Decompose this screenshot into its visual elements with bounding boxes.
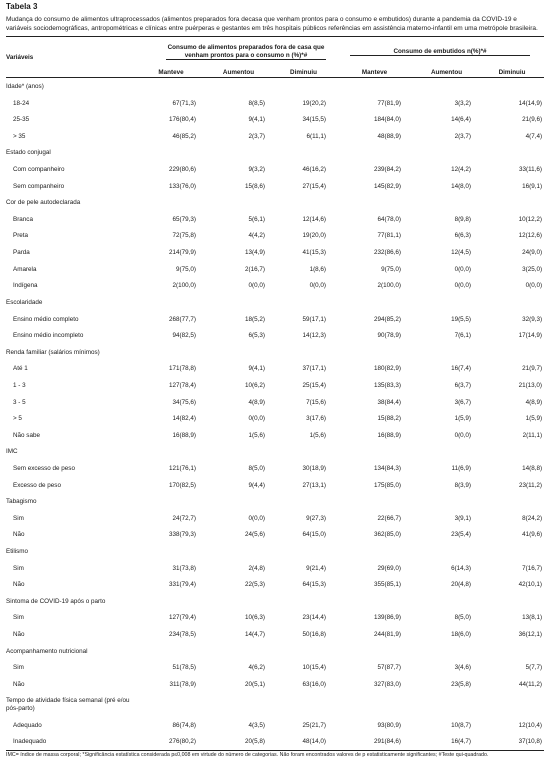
table-cell: 41(9,6) bbox=[522, 531, 543, 539]
table-cell: 9(3,2) bbox=[248, 166, 265, 174]
table-cell: 355(85,1) bbox=[374, 581, 402, 589]
table-cell: 90(78,9) bbox=[377, 332, 402, 340]
table-cell: 4(3,5) bbox=[248, 721, 265, 729]
table-cell: 14(4,7) bbox=[245, 631, 265, 639]
table-cell: 64(78,0) bbox=[377, 215, 402, 223]
header-variables: Variáveis bbox=[6, 53, 34, 61]
header-sub-col: Diminuiu bbox=[290, 68, 317, 76]
table-cell: 0(0,0) bbox=[454, 282, 472, 290]
table-cell: 338(79,3) bbox=[169, 531, 196, 539]
table-row bbox=[6, 527, 544, 544]
table-cell: 7(16,7) bbox=[522, 564, 543, 572]
variable-name: Etilismo bbox=[6, 548, 29, 556]
table-cell: 20(5,1) bbox=[245, 680, 265, 688]
table-cell: 48(14,0) bbox=[302, 738, 327, 746]
table-cell: 21(9,6) bbox=[522, 116, 543, 124]
table-row bbox=[6, 427, 544, 444]
table-cell: 1(5,9) bbox=[525, 415, 543, 423]
header-group-processed-meats-label: Consumo de embutidos n(%)*# bbox=[350, 48, 530, 57]
table-cell: 3(17,6) bbox=[306, 415, 327, 423]
table-cell: 1(5,6) bbox=[248, 431, 265, 439]
variable-group-row bbox=[6, 444, 544, 461]
table-cell: 8(24,2) bbox=[522, 514, 543, 522]
table-cell: 268(77,7) bbox=[169, 315, 196, 323]
table-row bbox=[6, 111, 544, 128]
data-table bbox=[6, 36, 544, 751]
table-cell: 23(14,4) bbox=[302, 614, 327, 622]
table-cell: 170(82,5) bbox=[169, 481, 196, 489]
table-cell: 362(85,0) bbox=[374, 531, 402, 539]
table-cell: 23(11,2) bbox=[519, 481, 543, 489]
table-cell: 6(6,3) bbox=[454, 232, 472, 240]
table-cell: 22(66,7) bbox=[377, 514, 402, 522]
row-label: Sim bbox=[13, 614, 24, 622]
table-cell: 46(85,2) bbox=[172, 132, 196, 140]
table-cell: 25(15,4) bbox=[302, 381, 327, 389]
row-label: Indígena bbox=[13, 282, 38, 290]
table-cell: 127(78,4) bbox=[169, 381, 196, 389]
table-cell: 13(8,1) bbox=[522, 614, 543, 622]
table-cell: 34(75,6) bbox=[172, 398, 196, 406]
table-cell: 24(72,7) bbox=[172, 514, 196, 522]
table-cell: 27(13,1) bbox=[302, 481, 327, 489]
table-cell: 29(69,0) bbox=[377, 564, 402, 572]
table-cell: 21(13,0) bbox=[518, 381, 543, 389]
table-footnote: IMC= índice de massa corporal; *Significância estatística considerada p≤0,008 em virtude do número de categorias. Não foram encontrados valores de p estatisticamente significantes; #Teste qui-quadrado. bbox=[6, 751, 489, 758]
table-row bbox=[6, 626, 544, 643]
row-label: Excesso de peso bbox=[13, 481, 61, 489]
variable-name: Acompanhamento nutricional bbox=[6, 647, 88, 655]
table-cell: 134(84,3) bbox=[374, 465, 402, 472]
variable-group-row bbox=[6, 543, 544, 560]
table-cell: 8(5,0) bbox=[248, 465, 265, 472]
table-cell: 14(6,4) bbox=[451, 116, 472, 124]
table-cell: 121(76,1) bbox=[169, 465, 196, 472]
variable-group-row bbox=[6, 344, 544, 361]
table-cell: 311(78,9) bbox=[169, 680, 196, 688]
table-cell: 16(9,1) bbox=[522, 182, 543, 190]
table-cell: 5(6,1) bbox=[248, 215, 265, 223]
table-cell: 77(81,9) bbox=[377, 99, 402, 107]
table-cell: 41(15,3) bbox=[302, 249, 327, 257]
row-label: > 35 bbox=[13, 132, 26, 140]
variable-name: Sintoma de COVID-19 após o parto bbox=[6, 597, 106, 605]
table-cell: 12(12,6) bbox=[518, 232, 543, 240]
table-cell: 21(9,7) bbox=[522, 365, 543, 373]
table-cell: 9(21,4) bbox=[306, 564, 327, 572]
table-row bbox=[6, 327, 544, 344]
table-cell: 184(84,0) bbox=[374, 116, 402, 124]
table-cell: 57(87,7) bbox=[377, 664, 402, 672]
table-cell: 24(9,0) bbox=[522, 249, 543, 257]
variable-group-row bbox=[6, 194, 544, 211]
header-sub-col: Aumentou bbox=[222, 68, 255, 76]
variable-group-row bbox=[6, 145, 544, 162]
table-row bbox=[6, 244, 544, 261]
table-cell: 20(4,8) bbox=[451, 581, 472, 589]
table-cell: 9(4,1) bbox=[248, 365, 265, 373]
table-cell: 175(85,0) bbox=[374, 481, 402, 489]
table-cell: 1(5,6) bbox=[309, 431, 327, 439]
variable-name: Escolaridade bbox=[6, 298, 43, 306]
table-cell: 44(11,2) bbox=[519, 680, 543, 688]
table-cell: 8(5,0) bbox=[454, 614, 472, 622]
table-cell: 127(79,4) bbox=[169, 614, 196, 622]
table-cell: 77(81,1) bbox=[377, 232, 402, 240]
table-caption: Mudança do consumo de alimentos ultraprocessados (alimentos preparados fora decasa que venham prontos para o consumo e embutidos) durante a pandemia da COVID-19 e variáveis sociodemográficas, antropométricas e clínicas entre puérperas e gestantes em três hospitais públicos referências em assistência materno-infantil em uma metrópole brasileira. bbox=[6, 16, 538, 32]
table-cell: 72(75,8) bbox=[172, 232, 196, 240]
table-cell: 9(27,3) bbox=[306, 514, 327, 522]
table-cell: 234(78,5) bbox=[169, 631, 196, 639]
table-row bbox=[6, 410, 544, 427]
table-cell: 12(4,5) bbox=[451, 249, 472, 257]
table-cell: 46(16,2) bbox=[302, 166, 327, 174]
table-row bbox=[6, 95, 544, 112]
row-label: 18-24 bbox=[13, 99, 30, 107]
table-cell: 36(12,1) bbox=[518, 631, 543, 639]
table-row bbox=[6, 733, 544, 750]
table-label: Tabela 3 bbox=[6, 2, 38, 11]
variable-group-row bbox=[6, 78, 544, 95]
table-cell: 13(4,9) bbox=[245, 249, 265, 257]
table-cell: 3(3,2) bbox=[454, 99, 472, 107]
table-cell: 15(8,6) bbox=[245, 182, 265, 190]
table-cell: 10(6,3) bbox=[245, 614, 265, 622]
table-row bbox=[6, 610, 544, 627]
table-cell: 276(80,2) bbox=[169, 738, 196, 746]
table-cell: 2(3,7) bbox=[454, 132, 472, 140]
table-row bbox=[6, 477, 544, 494]
table-cell: 180(82,9) bbox=[374, 365, 402, 373]
table-cell: 0(0,0) bbox=[454, 431, 472, 439]
table-cell: 1(5,9) bbox=[454, 415, 472, 423]
table-cell: 9(4,4) bbox=[248, 481, 265, 489]
table-cell: 31(73,8) bbox=[172, 564, 196, 572]
table-cell: 2(100,0) bbox=[172, 282, 196, 290]
variable-group-row bbox=[6, 693, 544, 717]
table-cell: 17(14,9) bbox=[518, 332, 543, 340]
row-label: Branca bbox=[13, 215, 33, 223]
table-cell: 59(17,1) bbox=[302, 315, 327, 323]
table-cell: 33(11,6) bbox=[519, 166, 543, 174]
table-cell: 9(4,1) bbox=[248, 116, 265, 124]
table-cell: 1(8,6) bbox=[309, 265, 327, 273]
header-sub-col: Aumentou bbox=[430, 68, 463, 76]
table-cell: 12(10,4) bbox=[518, 721, 543, 729]
table-cell: 145(82,9) bbox=[374, 182, 402, 190]
table-row bbox=[6, 278, 544, 295]
table-cell: 23(5,4) bbox=[451, 531, 472, 539]
table-cell: 14(8,0) bbox=[451, 182, 472, 190]
table-cell: 2(3,7) bbox=[248, 132, 265, 140]
table-cell: 32(9,3) bbox=[522, 315, 543, 323]
table-cell: 214(79,9) bbox=[169, 249, 196, 257]
row-label: Sim bbox=[13, 564, 24, 572]
variable-name: Idade* (anos) bbox=[6, 82, 44, 90]
header-group-processed-meats bbox=[336, 37, 544, 68]
row-label: Não bbox=[13, 680, 25, 688]
variable-group-row bbox=[6, 493, 544, 510]
table-cell: 0(0,0) bbox=[248, 514, 265, 522]
table-cell: 16(4,7) bbox=[451, 738, 472, 746]
table-cell: 38(84,4) bbox=[377, 398, 402, 406]
table-cell: 11(6,9) bbox=[451, 465, 472, 472]
table-cell: 6(3,7) bbox=[454, 381, 472, 389]
header-sub-col: Manteve bbox=[158, 68, 184, 76]
row-label: Ensino médio incompleto bbox=[13, 332, 84, 340]
table-cell: 22(5,3) bbox=[245, 581, 265, 589]
table-cell: 63(16,0) bbox=[302, 680, 327, 688]
table-row bbox=[6, 510, 544, 527]
variable-group-row bbox=[6, 294, 544, 311]
table-cell: 6(5,3) bbox=[248, 332, 265, 340]
table-cell: 16(88,9) bbox=[172, 431, 196, 439]
table-row bbox=[6, 361, 544, 378]
table-cell: 4(7,4) bbox=[525, 132, 543, 140]
header-row-groups bbox=[6, 37, 544, 68]
table-cell: 19(20,0) bbox=[302, 232, 327, 240]
table-cell: 0(0,0) bbox=[525, 282, 543, 290]
table-cell: 9(75,0) bbox=[176, 265, 196, 273]
table-cell: 135(83,3) bbox=[374, 381, 402, 389]
table-row bbox=[6, 178, 544, 195]
table-cell: 294(85,2) bbox=[374, 315, 402, 323]
variable-group-row bbox=[6, 643, 544, 660]
row-label: 3 - 5 bbox=[13, 398, 26, 406]
table-cell: 4(8,9) bbox=[248, 398, 265, 406]
table-cell: 176(80,4) bbox=[169, 116, 196, 124]
row-label: Sem excesso de peso bbox=[13, 465, 75, 472]
table-cell: 2(100,0) bbox=[377, 282, 402, 290]
variable-name: IMC bbox=[6, 448, 18, 456]
table-cell: 8(9,8) bbox=[454, 215, 472, 223]
table-cell: 0(0,0) bbox=[248, 415, 265, 423]
table-cell: 50(16,8) bbox=[302, 631, 327, 639]
table-cell: 37(17,1) bbox=[302, 365, 327, 373]
table-cell: 14(8,8) bbox=[522, 465, 543, 472]
table-cell: 67(71,3) bbox=[172, 99, 196, 107]
table-cell: 16(7,4) bbox=[451, 365, 472, 373]
row-label: Com companheiro bbox=[13, 166, 65, 174]
row-label: Amarela bbox=[13, 265, 37, 273]
table-cell: 229(80,6) bbox=[169, 166, 196, 174]
table-row bbox=[6, 261, 544, 278]
table-cell: 3(4,6) bbox=[454, 664, 472, 672]
table-cell: 86(74,8) bbox=[172, 721, 196, 729]
table-cell: 19(20,2) bbox=[302, 99, 327, 107]
table-cell: 10(12,2) bbox=[518, 215, 543, 223]
table-row bbox=[6, 394, 544, 411]
row-label: Adequado bbox=[13, 721, 42, 729]
table-body bbox=[6, 78, 544, 751]
row-label: Não bbox=[13, 631, 25, 639]
table-cell: 12(14,6) bbox=[302, 215, 327, 223]
table-cell: 3(6,7) bbox=[454, 398, 472, 406]
table-cell: 27(15,4) bbox=[302, 182, 327, 190]
row-label: Inadequado bbox=[13, 738, 47, 746]
table-cell: 48(88,9) bbox=[377, 132, 402, 140]
table-row bbox=[6, 560, 544, 577]
table-cell: 139(86,9) bbox=[374, 614, 402, 622]
table-cell: 10(8,7) bbox=[451, 721, 472, 729]
table-cell: 14(12,3) bbox=[302, 332, 327, 340]
table-cell: 23(5,8) bbox=[451, 680, 472, 688]
table-row bbox=[6, 228, 544, 245]
variable-name: Estado conjugal bbox=[6, 149, 51, 157]
variable-name: Tempo de atividade física semanal (pré e/ou pós-parto) bbox=[6, 696, 130, 712]
table-cell: 9(75,0) bbox=[381, 265, 402, 273]
table-cell: 8(3,9) bbox=[454, 481, 472, 489]
table-row bbox=[6, 460, 544, 477]
table-cell: 2(11,1) bbox=[522, 431, 543, 439]
table-cell: 0(0,0) bbox=[248, 282, 265, 290]
table-row bbox=[6, 311, 544, 328]
table-row bbox=[6, 377, 544, 394]
table-cell: 171(78,8) bbox=[169, 365, 196, 373]
table-cell: 25(21,7) bbox=[302, 721, 327, 729]
table-cell: 51(78,5) bbox=[172, 664, 196, 672]
table-cell: 37(10,8) bbox=[518, 738, 543, 746]
table-cell: 0(0,0) bbox=[454, 265, 472, 273]
row-label: Preta bbox=[13, 232, 29, 240]
table-cell: 6(14,3) bbox=[451, 564, 472, 572]
table-cell: 16(88,9) bbox=[377, 431, 402, 439]
table-cell: 34(15,5) bbox=[302, 116, 327, 124]
table-row bbox=[6, 211, 544, 228]
header-sub-col: Manteve bbox=[361, 68, 388, 76]
table-row bbox=[6, 676, 544, 693]
variable-name: Tabagismo bbox=[6, 498, 37, 506]
table-cell: 239(84,2) bbox=[374, 166, 402, 174]
table-row bbox=[6, 576, 544, 593]
table-cell: 19(5,5) bbox=[451, 315, 472, 323]
table-cell: 94(82,5) bbox=[172, 332, 196, 340]
table-cell: 18(6,0) bbox=[451, 631, 472, 639]
table-cell: 93(80,9) bbox=[377, 721, 402, 729]
table-cell: 6(11,1) bbox=[306, 132, 327, 140]
table-cell: 4(8,9) bbox=[525, 398, 543, 406]
row-label: Não bbox=[13, 531, 25, 539]
table-cell: 14(82,4) bbox=[172, 415, 196, 423]
row-label: Até 1 bbox=[13, 365, 28, 373]
table-cell: 30(18,9) bbox=[302, 465, 327, 472]
table-cell: 291(84,6) bbox=[374, 738, 402, 746]
table-cell: 7(15,6) bbox=[306, 398, 327, 406]
header-group-prepared-food-label: Consumo de alimentos preparados fora de casa que venham prontos para o consumo n (%)*# bbox=[167, 44, 325, 59]
table-cell: 3(25,0) bbox=[522, 265, 543, 273]
table-row bbox=[6, 128, 544, 145]
header-group-prepared-food bbox=[136, 37, 336, 68]
table-cell: 64(15,0) bbox=[302, 531, 327, 539]
table-cell: 4(6,2) bbox=[248, 664, 265, 672]
table-cell: 2(4,8) bbox=[248, 564, 265, 572]
row-label: > 5 bbox=[13, 415, 22, 423]
table-cell: 4(4,2) bbox=[248, 232, 265, 240]
table-cell: 2(16,7) bbox=[245, 265, 265, 273]
table-cell: 65(79,3) bbox=[172, 215, 196, 223]
row-label: Sem companheiro bbox=[13, 182, 65, 190]
row-label: 1 - 3 bbox=[13, 381, 26, 389]
row-label: Ensino médio completo bbox=[13, 315, 79, 323]
table-cell: 3(9,1) bbox=[454, 514, 472, 522]
row-label: Sim bbox=[13, 664, 24, 672]
table-cell: 18(5,2) bbox=[245, 315, 265, 323]
table-cell: 15(88,2) bbox=[377, 415, 402, 423]
table-row bbox=[6, 717, 544, 734]
table-cell: 42(10,1) bbox=[518, 581, 543, 589]
row-label: Sim bbox=[13, 514, 24, 522]
header-sub-col: Diminuiu bbox=[498, 68, 526, 76]
table-cell: 5(7,7) bbox=[525, 664, 543, 672]
row-label: Parda bbox=[13, 249, 30, 257]
table-cell: 0(0,0) bbox=[309, 282, 327, 290]
variable-name: Renda familiar (salários mínimos) bbox=[6, 348, 100, 356]
row-label: 25-35 bbox=[13, 116, 30, 124]
table-cell: 8(8,5) bbox=[248, 99, 265, 107]
table-row bbox=[6, 660, 544, 677]
table-cell: 133(76,0) bbox=[169, 182, 196, 190]
table-cell: 24(5,6) bbox=[245, 531, 265, 539]
table-cell: 327(83,0) bbox=[374, 680, 402, 688]
table-cell: 12(4,2) bbox=[451, 166, 472, 174]
row-label: Não sabe bbox=[13, 431, 40, 439]
table-cell: 20(5,8) bbox=[245, 738, 265, 746]
table-cell: 244(81,9) bbox=[374, 631, 402, 639]
table-cell: 232(86,6) bbox=[374, 249, 402, 257]
table-cell: 14(14,9) bbox=[518, 99, 543, 107]
variable-group-row bbox=[6, 593, 544, 610]
row-label: Não bbox=[13, 581, 25, 589]
table-cell: 10(6,2) bbox=[245, 381, 265, 389]
variable-name: Cor de pele autodeclarada bbox=[6, 199, 81, 207]
table-row bbox=[6, 161, 544, 178]
table-cell: 7(6,1) bbox=[454, 332, 472, 340]
table-cell: 64(15,3) bbox=[302, 581, 327, 589]
table-cell: 10(15,4) bbox=[302, 664, 327, 672]
table-cell: 331(79,4) bbox=[169, 581, 196, 589]
